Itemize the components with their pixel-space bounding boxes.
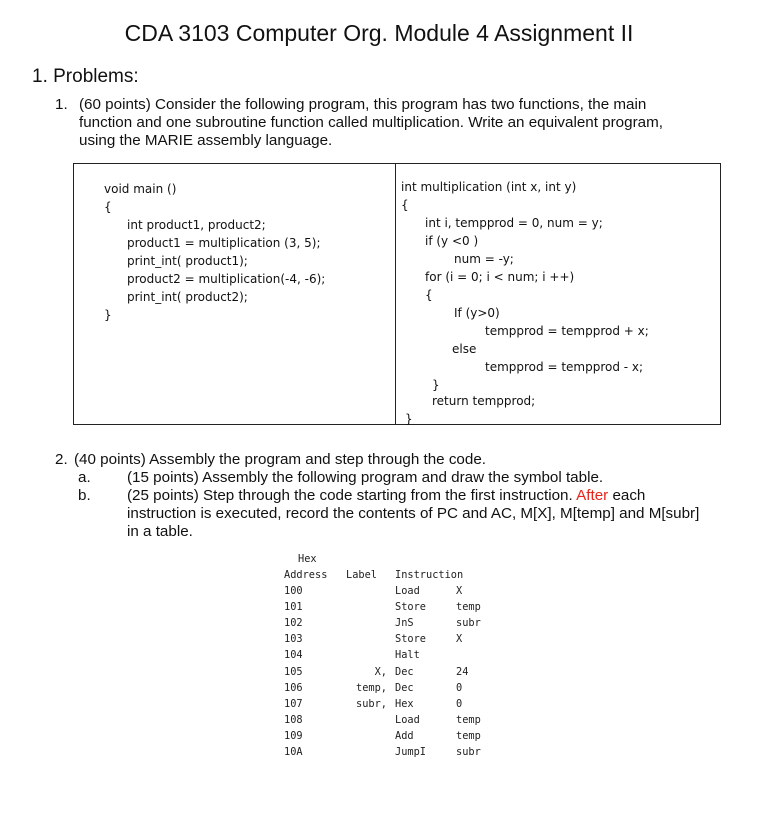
- code-line: {: [104, 200, 112, 214]
- listing-address: 109: [284, 729, 303, 742]
- code-line: int multiplication (int x, int y): [401, 180, 577, 194]
- code-line: int product1, product2;: [127, 218, 266, 232]
- listing-op: Store: [395, 601, 426, 614]
- listing-arg: 0: [456, 697, 463, 710]
- listing-op: JumpI: [395, 746, 426, 758]
- listing-label: temp,: [356, 681, 387, 694]
- code-line: if (y <0 ): [425, 234, 479, 248]
- problem-1-number: 1.: [55, 96, 68, 113]
- code-line: tempprod = tempprod + x;: [485, 324, 649, 338]
- problem-2a-text: (15 points) Assembly the following program and draw the symbol table.: [127, 469, 604, 486]
- code-line: print_int( product1);: [127, 254, 248, 268]
- code-line: tempprod = tempprod - x;: [485, 360, 644, 374]
- problem-2b-line-2: instruction is executed, record the contents of PC and AC, M[X], M[temp] and M[subr]: [127, 505, 700, 522]
- listing-label: X,: [374, 665, 387, 678]
- listing-header-address: Address: [284, 569, 328, 581]
- code-line: num = -y;: [454, 252, 514, 266]
- code-line: print_int( product2);: [127, 290, 248, 304]
- problem-1-line-2: function and one subroutine function called multiplication. Write an equivalent program,: [79, 114, 663, 131]
- listing-arg: temp: [456, 713, 481, 726]
- listing-address: 105: [284, 665, 303, 678]
- listing-arg: 0: [456, 681, 463, 694]
- problem-2b-highlight: After: [576, 487, 609, 504]
- code-table-divider: [395, 163, 396, 425]
- code-line: }: [104, 308, 112, 322]
- code-line: return tempprod;: [432, 394, 536, 408]
- problem-1-line-3: using the MARIE assembly language.: [79, 132, 333, 149]
- listing-hex-label: Hex: [298, 553, 317, 565]
- code-line: for (i = 0; i < num; i ++): [425, 270, 575, 284]
- listing-address: 102: [284, 617, 303, 630]
- problem-2-number: 2.: [55, 451, 68, 468]
- listing-arg: X: [456, 585, 463, 597]
- listing-header-label: Label: [346, 569, 377, 581]
- listing-address: 107: [284, 697, 303, 710]
- code-line: product1 = multiplication (3, 5);: [127, 236, 321, 250]
- code-line: {: [425, 288, 433, 302]
- code-line: void main (): [104, 182, 177, 196]
- code-line: product2 = multiplication(-4, -6);: [127, 272, 326, 286]
- listing-arg: 24: [456, 665, 469, 678]
- listing-address: 103: [284, 633, 303, 646]
- listing-op: Add: [395, 729, 414, 742]
- problem-2b-marker: b.: [78, 487, 91, 504]
- listing-address: 100: [284, 585, 303, 597]
- problem-2a-marker: a.: [78, 469, 91, 486]
- code-line: else: [452, 342, 477, 356]
- listing-op: Store: [395, 633, 426, 646]
- listing-op: Halt: [395, 649, 420, 662]
- listing-op: Dec: [395, 681, 414, 694]
- problem-1-line-1: (60 points) Consider the following program, this program has two functions, the main: [79, 96, 647, 113]
- listing-op: Load: [395, 585, 420, 597]
- listing-op: Load: [395, 713, 420, 726]
- listing-address: 10A: [284, 746, 303, 758]
- listing-label: subr,: [356, 697, 387, 710]
- listing-address: 108: [284, 713, 303, 726]
- code-line: int i, tempprod = 0, num = y;: [425, 216, 603, 230]
- code-line: {: [401, 198, 409, 212]
- problem-2-text: (40 points) Assembly the program and step through the code.: [74, 451, 486, 468]
- listing-arg: X: [456, 633, 463, 646]
- code-line: If (y>0): [454, 306, 500, 320]
- page-title: CDA 3103 Computer Org. Module 4 Assignment II: [124, 20, 634, 46]
- code-line: }: [405, 412, 413, 426]
- listing-address: 106: [284, 681, 303, 694]
- code-line: }: [432, 378, 440, 392]
- problem-2b-line-3: in a table.: [127, 523, 193, 540]
- listing-address: 104: [284, 649, 303, 662]
- listing-op: JnS: [395, 617, 414, 630]
- listing-arg: temp: [456, 601, 481, 614]
- problem-2b-line-1-prefix: (25 points) Step through the code starting from the first instruction.: [127, 487, 573, 504]
- listing-arg: subr: [456, 746, 481, 758]
- listing-op: Dec: [395, 665, 414, 678]
- listing-address: 101: [284, 601, 303, 614]
- listing-op: Hex: [395, 697, 414, 710]
- problem-2b-line-1: [127, 487, 645, 505]
- section-heading: 1. Problems:: [32, 66, 139, 87]
- listing-arg: temp: [456, 729, 481, 742]
- problem-2b-line-1-suffix: each: [612, 487, 646, 504]
- listing-arg: subr: [456, 617, 481, 630]
- listing-header-instruction: Instruction: [395, 569, 464, 581]
